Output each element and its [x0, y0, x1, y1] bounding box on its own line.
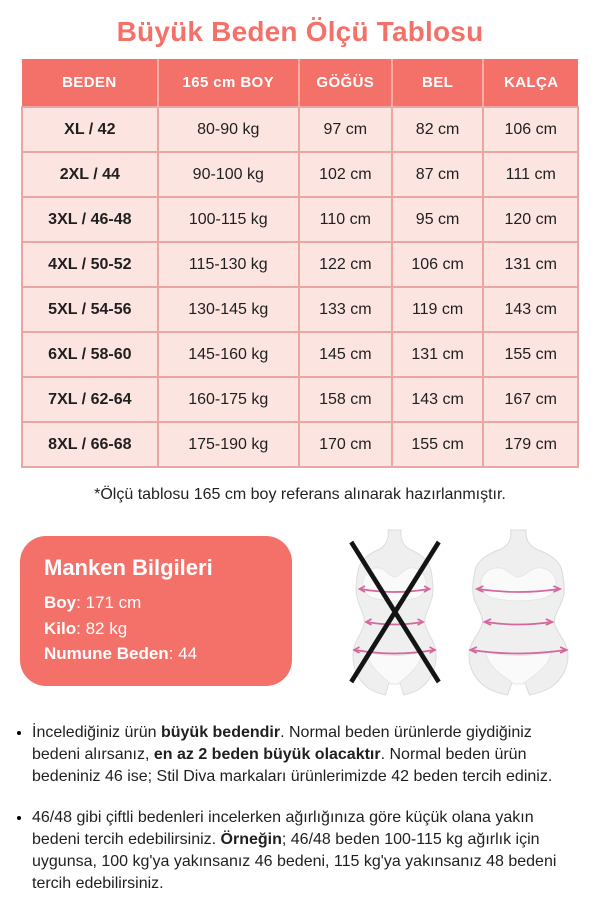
size-table-body [22, 107, 578, 467]
value-cell: 110 cm [299, 197, 392, 242]
value-cell: 97 cm [299, 107, 392, 152]
size-cell: 7XL / 62-64 [22, 377, 158, 422]
size-cell: 5XL / 54-56 [22, 287, 158, 332]
size-table-header-row [22, 59, 578, 107]
model-info-title: Manken Bilgileri [44, 554, 213, 580]
model-info-lines [44, 590, 268, 667]
value-cell: 106 cm [392, 242, 484, 287]
value-cell: 143 cm [483, 287, 578, 332]
size-cell: XL / 42 [22, 107, 158, 152]
crossed-out-body-figure-icon [342, 526, 448, 696]
value-cell: 131 cm [392, 332, 484, 377]
value-cell: 131 cm [483, 242, 578, 287]
table-row [22, 152, 578, 197]
table-row [22, 242, 578, 287]
value-cell: 111 cm [483, 152, 578, 197]
value-cell: 115-130 kg [158, 242, 299, 287]
model-info-card [20, 536, 292, 686]
table-row [22, 197, 578, 242]
value-cell: 179 cm [483, 422, 578, 467]
table-row [22, 107, 578, 152]
value-cell: 170 cm [299, 422, 392, 467]
column-header: BEL [392, 59, 484, 107]
value-cell: 100-115 kg [158, 197, 299, 242]
value-cell: 145-160 kg [158, 332, 299, 377]
figure-illustrations [342, 526, 582, 696]
value-cell: 82 cm [392, 107, 484, 152]
size-cell: 4XL / 50-52 [22, 242, 158, 287]
value-cell: 122 cm [299, 242, 392, 287]
column-header: KALÇA [483, 59, 578, 107]
value-cell: 143 cm [392, 377, 484, 422]
size-cell: 6XL / 58-60 [22, 332, 158, 377]
model-info-section [20, 526, 582, 696]
value-cell: 175-190 kg [158, 422, 299, 467]
value-cell: 145 cm [299, 332, 392, 377]
column-header: GÖĞÜS [299, 59, 392, 107]
table-row [22, 287, 578, 332]
note-item: • İncelediğiniz ürün büyük bedendir. Normal beden ürünlerde giydiğiniz bedeni alırsanız, en az 2 beden büyük olacaktır. Normal beden ürün bedeniniz 46 ise; Stil Diva markaları ürünlerimizde 42 beden tercih ediniz. [32, 722, 580, 788]
value-cell: 167 cm [483, 377, 578, 422]
value-cell: 95 cm [392, 197, 484, 242]
value-cell: 90-100 kg [158, 152, 299, 197]
value-cell: 158 cm [299, 377, 392, 422]
notes-list [14, 722, 580, 896]
model-info-line: Kilo : 82 kg [44, 616, 268, 642]
value-cell: 87 cm [392, 152, 484, 197]
column-header: BEDEN [22, 59, 158, 107]
measured-body-figure-icon [456, 526, 582, 696]
column-header: 165 cm BOY [158, 59, 299, 107]
size-table [21, 59, 579, 468]
value-cell: 106 cm [483, 107, 578, 152]
model-info-line: Boy : 171 cm [44, 590, 268, 616]
table-row [22, 422, 578, 467]
value-cell: 119 cm [392, 287, 484, 332]
page-title: Büyük Beden Ölçü Tablosu [116, 16, 484, 47]
value-cell: 155 cm [483, 332, 578, 377]
size-cell: 3XL / 46-48 [22, 197, 158, 242]
value-cell: 133 cm [299, 287, 392, 332]
table-footnote: *Ölçü tablosu 165 cm boy referans alınarak hazırlanmıştır. [94, 486, 506, 503]
size-cell: 2XL / 44 [22, 152, 158, 197]
value-cell: 120 cm [483, 197, 578, 242]
value-cell: 160-175 kg [158, 377, 299, 422]
value-cell: 102 cm [299, 152, 392, 197]
table-row [22, 377, 578, 422]
model-info-line: Numune Beden : 44 [44, 641, 268, 667]
size-cell: 8XL / 66-68 [22, 422, 158, 467]
table-row [22, 332, 578, 377]
value-cell: 80-90 kg [158, 107, 299, 152]
value-cell: 130-145 kg [158, 287, 299, 332]
note-item: • 46/48 gibi çiftli bedenleri incelerken ağırlığınıza göre küçük olana yakın bedeni tercih edebilirsiniz. Örneğin; 46/48 beden 100-115 kg ağırlık için uygunsa, 100 kg'ya yakınsanız 46 bedeni, 115 kg'ya yakınsanız 48 bedeni tercih edebilirsiniz. [32, 807, 580, 895]
value-cell: 155 cm [392, 422, 484, 467]
